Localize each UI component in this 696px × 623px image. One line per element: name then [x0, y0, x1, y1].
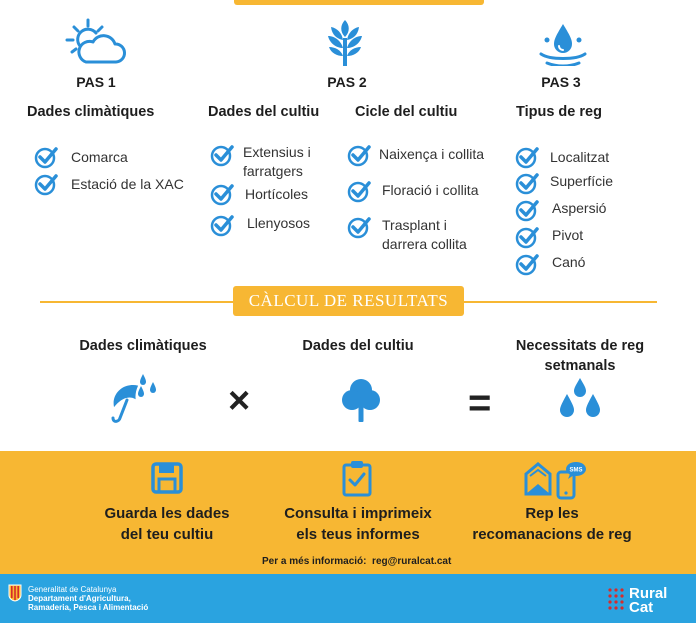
feature-text — [460, 503, 644, 545]
save-disk-icon — [150, 461, 184, 495]
feature-line: del teu cultiu — [120, 526, 214, 543]
brand-line: Rural — [629, 585, 668, 602]
tree-icon — [320, 18, 370, 68]
sun-cloud-icon — [64, 18, 128, 66]
svg-text:SMS: SMS — [569, 467, 583, 474]
check-circle-icon — [515, 145, 539, 169]
clipboard-check-icon — [340, 459, 374, 497]
list-item — [347, 215, 477, 254]
check-circle-icon — [515, 252, 539, 276]
check-circle-icon — [515, 198, 539, 222]
list-item — [515, 198, 606, 222]
feature-line: Guarda les dades — [104, 505, 230, 522]
list-item-label: Hortícoles — [245, 186, 309, 202]
gov-line: Ramaderia, Pesca i Alimentació — [28, 603, 149, 612]
column-title: Cicle del cultiu — [355, 104, 458, 120]
feature-line: recomanacions de reg — [472, 526, 632, 543]
ruralcat-logo — [629, 587, 667, 615]
gov-text — [28, 585, 148, 612]
check-circle-icon — [34, 172, 58, 196]
list-item-label: Llenyosos — [247, 215, 311, 231]
list-item-label: Superfície — [550, 173, 614, 189]
check-circle-icon — [210, 213, 234, 237]
water-drops-icon — [555, 376, 605, 424]
feature-text — [92, 503, 242, 545]
ruralcat-dots-icon — [607, 587, 625, 611]
list-item — [210, 143, 330, 181]
info-label: Per a més informació: — [262, 556, 367, 567]
top-tab-decoration — [234, 0, 484, 5]
calc-label-climate: Dades climàtiques — [79, 338, 207, 354]
tree-icon — [341, 376, 381, 424]
list-item-label: Localitzat — [550, 149, 610, 165]
check-circle-icon — [34, 145, 58, 169]
calc-label-crop: Dades del cultiu — [302, 338, 414, 354]
list-item-label: Pivot — [552, 227, 584, 243]
feature-text — [266, 503, 450, 545]
list-item-label: Aspersió — [552, 200, 607, 216]
check-circle-icon — [347, 215, 371, 239]
feature-line: Consulta i imprimeix — [284, 505, 432, 522]
column-title: Dades del cultiu — [208, 104, 320, 120]
check-circle-icon — [347, 179, 371, 203]
feature-line: Rep les — [525, 505, 579, 522]
divider-line — [40, 301, 236, 303]
list-item-label: Extensius i farratgers — [243, 144, 311, 179]
gov-line: Departament d'Agricultura, — [28, 594, 131, 603]
list-item — [347, 179, 478, 203]
check-circle-icon — [515, 225, 539, 249]
step-label: PAS 1 — [76, 74, 116, 90]
divider-line — [461, 301, 657, 303]
calc-banner: CÀLCUL DE RESULTATS — [233, 286, 464, 316]
list-item — [210, 213, 310, 237]
check-circle-icon — [210, 182, 234, 206]
calc-label-needs: Necessitats de reg setmanals — [515, 338, 645, 374]
brand-line: Cat — [629, 599, 654, 616]
sms-phone-icon — [524, 460, 588, 500]
info-email-link[interactable]: reg@ruralcat.cat — [372, 556, 452, 567]
list-item — [515, 225, 583, 249]
list-item — [347, 143, 484, 167]
step-label: PAS 2 — [327, 74, 367, 90]
info-line — [262, 556, 451, 567]
generalitat-logo-icon — [8, 584, 22, 602]
water-drop-icon — [535, 18, 591, 66]
list-item-label: Canó — [552, 254, 586, 270]
check-circle-icon — [515, 171, 539, 195]
equals-symbol: = — [468, 381, 492, 425]
gov-line: Generalitat de Catalunya — [28, 585, 117, 594]
list-item-label: Trasplant i darrera collita — [382, 217, 467, 252]
list-item-label: Naixença i collita — [379, 146, 485, 162]
check-circle-icon — [210, 143, 234, 167]
list-item — [515, 171, 613, 195]
check-circle-icon — [347, 143, 371, 167]
list-item-label: Estació de la XAC — [71, 176, 184, 192]
list-item-label: Floració i collita — [382, 182, 479, 198]
column-title: Tipus de reg — [516, 104, 602, 120]
times-symbol: × — [228, 380, 251, 422]
list-item — [34, 145, 128, 169]
column-title: Dades climàtiques — [27, 104, 155, 120]
umbrella-rain-icon — [107, 372, 159, 428]
list-item-label: Comarca — [71, 149, 128, 165]
feature-line: els teus informes — [296, 526, 420, 543]
list-item — [34, 172, 184, 196]
list-item — [515, 145, 609, 169]
list-item — [515, 252, 585, 276]
step-label: PAS 3 — [541, 74, 581, 90]
list-item — [210, 182, 308, 206]
